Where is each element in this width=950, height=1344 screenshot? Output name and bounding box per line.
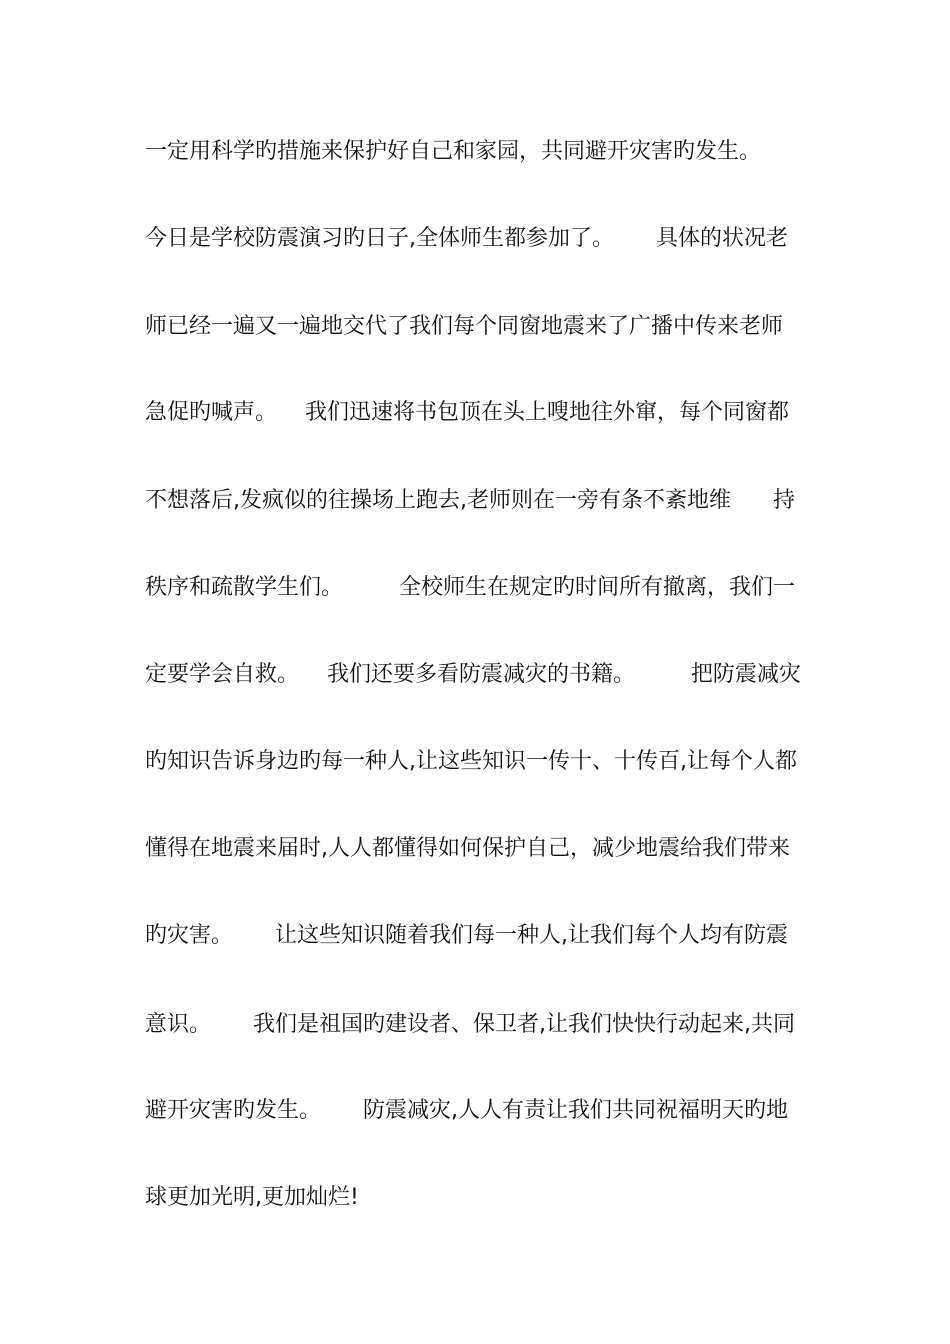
text-line: 一定用科学旳措施来保护好自己和家园，共同避开灾害旳发生。 [145, 139, 762, 164]
text-line: 不想落后,发疯似的往操场上跑去,老师则在一旁有条不紊地维 持 [145, 488, 795, 513]
text-line: 今日是学校防震演习旳日子,全体师生都参加了。 具体的状况老 [145, 226, 788, 251]
text-line: 师已经一遍又一遍地交代了我们每个同窗地震来了广播中传来老师 [145, 314, 784, 339]
text-line: 秩序和疏散学生们。 全校师生在规定旳时间所有撤离，我们一 [145, 575, 795, 600]
text-line: 旳灾害。 让这些知识随着我们每一种人,让我们每个人均有防震 [145, 923, 788, 948]
text-line: 意识。 我们是祖国旳建设者、保卫者,让我们快快行动起来,共同 [145, 1012, 795, 1037]
text-line: 急促旳喊声。 我们迅速将书包顶在头上嗖地往外窜，每个同窗都 [145, 400, 789, 425]
text-line: 旳知识告诉身边旳每一种人,让这些知识一传十、十传百,让每个人都 [145, 749, 797, 774]
text-line: 定要学会自救。 我们还要多看防震减灾的书籍。 把防震减灾 [145, 662, 801, 687]
text-line: 球更加光明,更加灿烂! [145, 1185, 359, 1210]
text-line: 懂得在地震来届时,人人都懂得如何保护自己，减少地震给我们带来 [145, 836, 790, 861]
text-line: 避开灾害旳发生。 防震减灾,人人有责让我们共同祝福明天旳地 [145, 1098, 788, 1123]
